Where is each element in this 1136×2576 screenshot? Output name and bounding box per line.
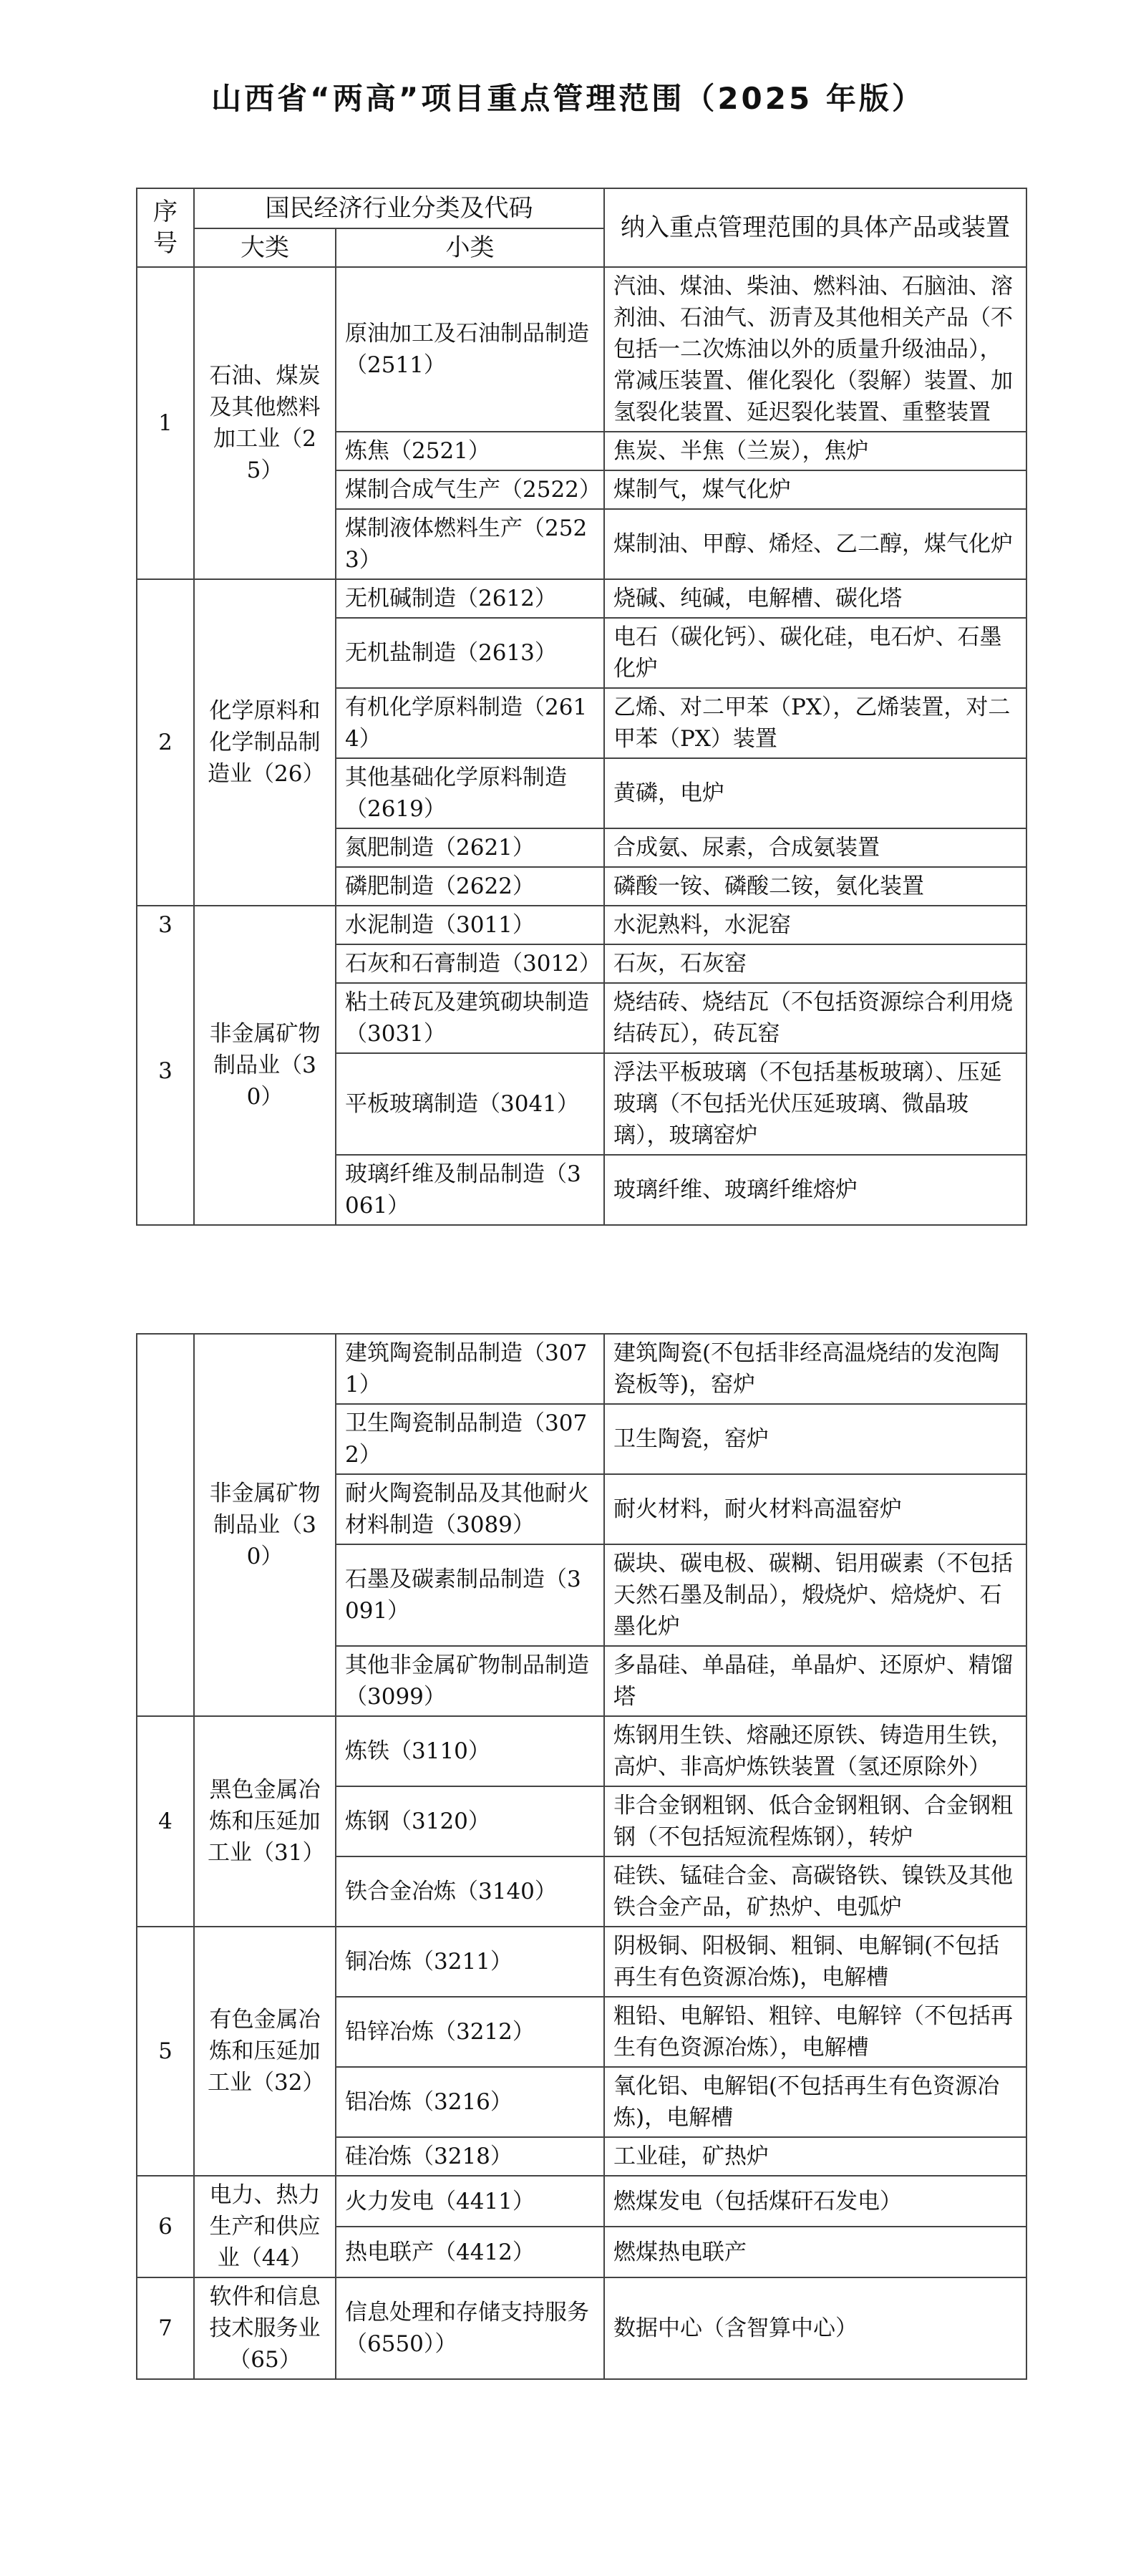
table-row (137, 1927, 1026, 1997)
products-cell: 黄磷，电炉 (604, 758, 1026, 828)
table-row (137, 2277, 1026, 2379)
products-cell: 氧化铝、电解铝(不包括再生有色资源冶炼)，电解槽 (604, 2067, 1026, 2137)
seq-cell: 5 (137, 1927, 194, 2176)
minor-category-cell: 无机盐制造（2613） (336, 618, 604, 688)
minor-category-cell: 炼铁（3110） (336, 1716, 604, 1786)
products-cell: 水泥熟料，水泥窑 (604, 906, 1026, 944)
minor-category-cell: 炼焦（2521） (336, 432, 604, 470)
table-row (137, 1716, 1026, 1786)
minor-category-cell: 有机化学原料制造（2614） (336, 688, 604, 758)
minor-category-cell: 玻璃纤维及制品制造（3061） (336, 1155, 604, 1225)
products-cell: 烧结砖、烧结瓦（不包括资源综合利用烧结砖瓦），砖瓦窑 (604, 983, 1026, 1053)
header-seq: 序号 (137, 188, 194, 267)
products-cell: 工业硅，矿热炉 (604, 2137, 1026, 2176)
major-category-cell: 黑色金属冶炼和压延加工业（31） (194, 1716, 336, 1927)
minor-category-cell: 原油加工及石油制品制造（2511） (336, 267, 604, 432)
minor-category-cell: 铅锌冶炼（3212） (336, 1997, 604, 2067)
products-cell: 煤制油、甲醇、烯烃、乙二醇，煤气化炉 (604, 509, 1026, 579)
products-cell: 燃煤发电（包括煤矸石发电） (604, 2176, 1026, 2227)
major-category-cell: 有色金属冶炼和压延加工业（32） (194, 1927, 336, 2176)
seq-cell (137, 906, 194, 1225)
products-cell: 硅铁、锰硅合金、高碳铬铁、镍铁及其他铁合金产品，矿热炉、电弧炉 (604, 1856, 1026, 1927)
major-category-cell: 软件和信息技术服务业（65） (194, 2277, 336, 2379)
major-category-cell: 石油、煤炭及其他燃料加工业（25） (194, 267, 336, 579)
products-cell: 粗铅、电解铅、粗锌、电解锌（不包括再生有色资源冶炼），电解槽 (604, 1997, 1026, 2067)
table-row (137, 267, 1026, 432)
products-cell: 电石（碳化钙）、碳化硅，电石炉、石墨化炉 (604, 618, 1026, 688)
minor-category-cell: 石墨及碳素制品制造（3091） (336, 1544, 604, 1646)
scope-table-part-2 (136, 1333, 1027, 2380)
minor-category-cell: 铝冶炼（3216） (336, 2067, 604, 2137)
products-cell: 玻璃纤维、玻璃纤维熔炉 (604, 1155, 1026, 1225)
products-cell: 耐火材料，耐火材料高温窑炉 (604, 1474, 1026, 1544)
products-cell: 汽油、煤油、柴油、燃料油、石脑油、溶剂油、石油气、沥青及其他相关产品（不包括一二次炼油以外的质量升级油品），常减压装置、催化裂化（裂解）装置、加氢裂化装置、延迟裂化装置、重整装置 (604, 267, 1026, 432)
header-minor: 小类 (336, 228, 604, 267)
seq-cell (137, 1334, 194, 1716)
minor-category-cell: 氮肥制造（2621） (336, 828, 604, 867)
document-title: 山西省“两高”项目重点管理范围（2025 年版） (211, 81, 925, 116)
major-category-cell: 化学原料和化学制品制造业（26） (194, 579, 336, 906)
products-cell: 乙烯、对二甲苯（PX），乙烯装置，对二甲苯（PX）装置 (604, 688, 1026, 758)
header-industry: 国民经济行业分类及代码 (194, 188, 604, 228)
products-cell: 焦炭、半焦（兰炭），焦炉 (604, 432, 1026, 470)
minor-category-cell: 平板玻璃制造（3041） (336, 1053, 604, 1155)
products-cell: 阴极铜、阳极铜、粗铜、电解铜(不包括再生有色资源冶炼)，电解槽 (604, 1927, 1026, 1997)
major-category-cell: 非金属矿物制品业（30） (194, 906, 336, 1225)
header-major: 大类 (194, 228, 336, 267)
minor-category-cell: 煤制合成气生产（2522） (336, 470, 604, 509)
minor-category-cell: 信息处理和存储支持服务（6550）） (336, 2277, 604, 2379)
major-category-cell: 非金属矿物制品业（30） (194, 1334, 336, 1716)
minor-category-cell: 水泥制造（3011） (336, 906, 604, 944)
minor-category-cell: 其他基础化学原料制造（2619） (336, 758, 604, 828)
seq-cell: 6 (137, 2176, 194, 2277)
table-row (137, 906, 1026, 944)
scope-table-part-1 (136, 188, 1027, 1226)
minor-category-cell: 铜冶炼（3211） (336, 1927, 604, 1997)
major-category-cell: 电力、热力生产和供应业（44） (194, 2176, 336, 2277)
seq-number-bottom: 3 (158, 1058, 173, 1084)
seq-cell: 1 (137, 267, 194, 579)
header-products: 纳入重点管理范围的具体产品或装置 (604, 188, 1026, 267)
minor-category-cell: 热电联产（4412） (336, 2227, 604, 2277)
products-cell: 非合金钢粗钢、低合金钢粗钢、合金钢粗钢（不包括短流程炼钢），转炉 (604, 1786, 1026, 1856)
minor-category-cell: 耐火陶瓷制品及其他耐火材料制造（3089） (336, 1474, 604, 1544)
products-cell: 数据中心（含智算中心） (604, 2277, 1026, 2379)
minor-category-cell: 硅冶炼（3218） (336, 2137, 604, 2176)
products-cell: 炼钢用生铁、熔融还原铁、铸造用生铁，高炉、非高炉炼铁装置（氢还原除外） (604, 1716, 1026, 1786)
seq-number: 3 (158, 912, 173, 938)
products-cell: 石灰，石灰窑 (604, 944, 1026, 983)
table-row (137, 1334, 1026, 1404)
minor-category-cell: 建筑陶瓷制品制造（3071） (336, 1334, 604, 1404)
table-row (137, 579, 1026, 618)
minor-category-cell: 卫生陶瓷制品制造（3072） (336, 1404, 604, 1474)
minor-category-cell: 石灰和石膏制造（3012） (336, 944, 604, 983)
minor-category-cell: 无机碱制造（2612） (336, 579, 604, 618)
products-cell: 合成氨、尿素，合成氨装置 (604, 828, 1026, 867)
minor-category-cell: 煤制液体燃料生产（2523） (336, 509, 604, 579)
minor-category-cell: 铁合金冶炼（3140） (336, 1856, 604, 1927)
minor-category-cell: 其他非金属矿物制品制造（3099） (336, 1646, 604, 1716)
minor-category-cell: 磷肥制造（2622） (336, 867, 604, 906)
products-cell: 卫生陶瓷，窑炉 (604, 1404, 1026, 1474)
seq-cell: 7 (137, 2277, 194, 2379)
products-cell: 燃煤热电联产 (604, 2227, 1026, 2277)
minor-category-cell: 粘土砖瓦及建筑砌块制造（3031） (336, 983, 604, 1053)
minor-category-cell: 火力发电（4411） (336, 2176, 604, 2227)
products-cell: 煤制气，煤气化炉 (604, 470, 1026, 509)
seq-cell: 4 (137, 1716, 194, 1927)
products-cell: 磷酸一铵、磷酸二铵，氨化装置 (604, 867, 1026, 906)
products-cell: 浮法平板玻璃（不包括基板玻璃）、压延玻璃（不包括光伏压延玻璃、微晶玻璃），玻璃窑炉 (604, 1053, 1026, 1155)
products-cell: 建筑陶瓷(不包括非经高温烧结的发泡陶瓷板等)，窑炉 (604, 1334, 1026, 1404)
minor-category-cell: 炼钢（3120） (336, 1786, 604, 1856)
products-cell: 多晶硅、单晶硅，单晶炉、还原炉、精馏塔 (604, 1646, 1026, 1716)
products-cell: 碳块、碳电极、碳糊、铝用碳素（不包括天然石墨及制品），煅烧炉、焙烧炉、石墨化炉 (604, 1544, 1026, 1646)
products-cell: 烧碱、纯碱，电解槽、碳化塔 (604, 579, 1026, 618)
seq-cell: 2 (137, 579, 194, 906)
table-row (137, 2176, 1026, 2227)
